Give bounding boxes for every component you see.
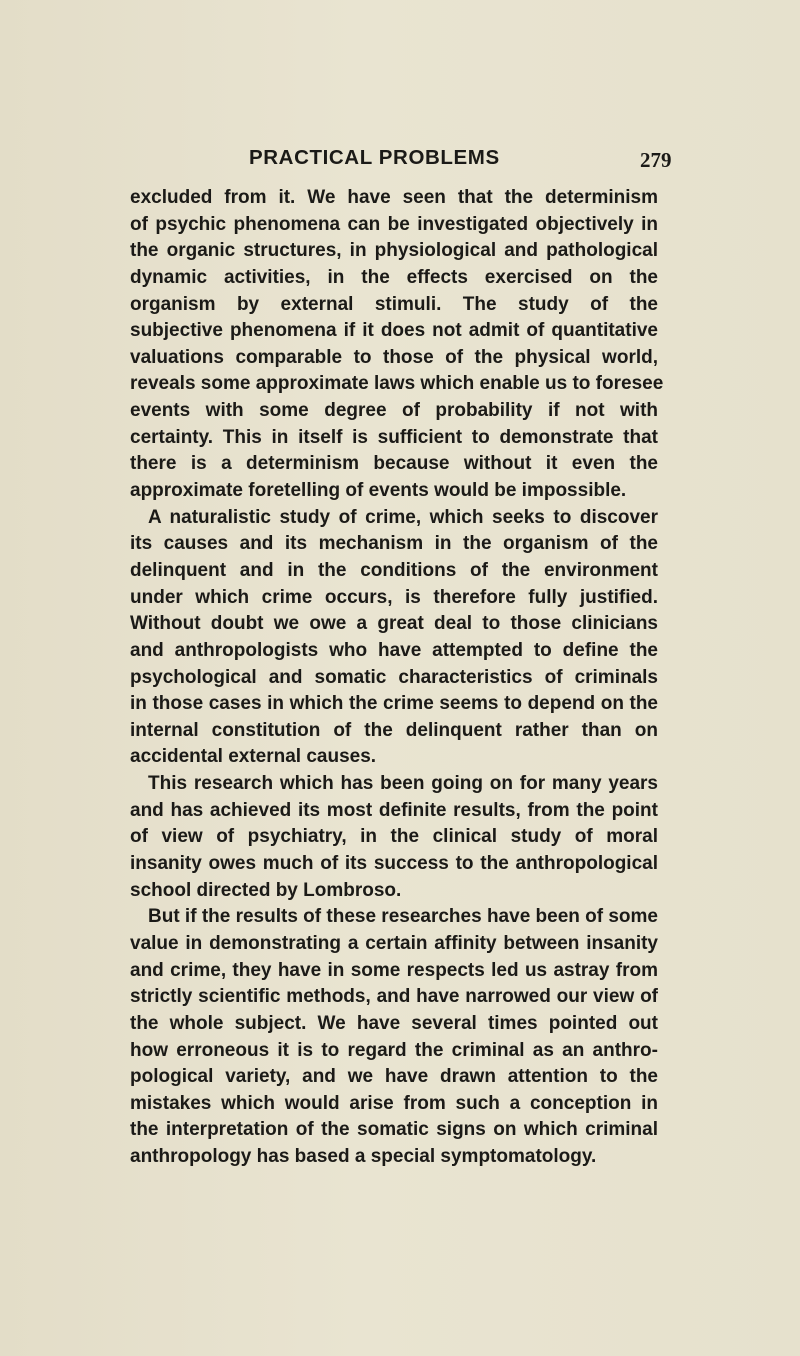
text-line: of view of psychiatry, in the clinical study of moral — [130, 826, 658, 848]
text-line: psychological and somatic characteristics of criminals — [130, 666, 658, 688]
text-line: This research which has been going on for many years — [148, 773, 658, 795]
text-line: certainty. This in itself is sufficient to demonstrate that — [130, 426, 658, 448]
text-line: insanity owes much of its success to the anthropological — [130, 853, 658, 875]
text-line: A naturalistic study of crime, which seeks to discover — [148, 506, 658, 528]
text-line: of psychic phenomena can be investigated objectively in — [130, 213, 658, 235]
text-line: its causes and its mechanism in the organism of the — [130, 533, 658, 555]
text-line: how erroneous it is to regard the criminal as an anthro- — [130, 1039, 658, 1061]
text-line: and crime, they have in some respects led us astray from — [130, 959, 658, 981]
text-line: and has achieved its most definite results, from the point — [130, 799, 658, 821]
text-line: internal constitution of the delinquent rather than on — [130, 719, 658, 741]
text-line: valuations comparable to those of the physical world, — [130, 346, 658, 368]
text-line: subjective phenomena if it does not admit of quantitative — [130, 320, 658, 342]
text-line: under which crime occurs, is therefore fully justified. — [130, 586, 658, 608]
running-head: PRACTICAL PROBLEMS — [249, 146, 500, 169]
text-line: the interpretation of the somatic signs on which criminal — [130, 1119, 658, 1141]
text-line: approximate foretelling of events would be impossible. — [130, 480, 627, 502]
text-line: strictly scientific methods, and have narrowed our view of — [130, 986, 658, 1008]
text-line: in those cases in which the crime seems to depend on the — [130, 693, 658, 715]
text-line: reveals some approximate laws which enable us to foresee — [130, 373, 664, 395]
text-line: and anthropologists who have attempted to define the — [130, 639, 658, 661]
text-line: excluded from it. We have seen that the determinism — [130, 187, 658, 208]
page-header — [0, 146, 800, 178]
text-line: accidental external causes. — [130, 746, 377, 768]
text-line: events with some degree of probability if not with — [130, 400, 658, 422]
body-text — [130, 185, 664, 1171]
page-number: 279 — [640, 148, 672, 172]
text-line: there is a determinism because without it even the — [130, 453, 658, 475]
text-line: Without doubt we owe a great deal to those clinicians — [130, 613, 658, 635]
text-line: mistakes which would arise from such a conception in — [130, 1092, 658, 1114]
text-line: the whole subject. We have several times pointed out — [130, 1012, 658, 1034]
text-line: But if the results of these researches have been of some — [148, 906, 659, 928]
text-line: value in demonstrating a certain affinity between insanity — [130, 932, 658, 954]
text-line: anthropology has based a special symptomatology. — [130, 1146, 597, 1168]
text-line: organism by external stimuli. The study of the — [130, 293, 658, 315]
text-line: school directed by Lombroso. — [130, 879, 402, 901]
text-line: dynamic activities, in the effects exercised on the — [130, 266, 658, 288]
text-line: the organic structures, in physiological and pathological — [130, 240, 658, 262]
text-line: delinquent and in the conditions of the environment — [130, 559, 658, 581]
text-line: pological variety, and we have drawn attention to the — [130, 1066, 658, 1088]
